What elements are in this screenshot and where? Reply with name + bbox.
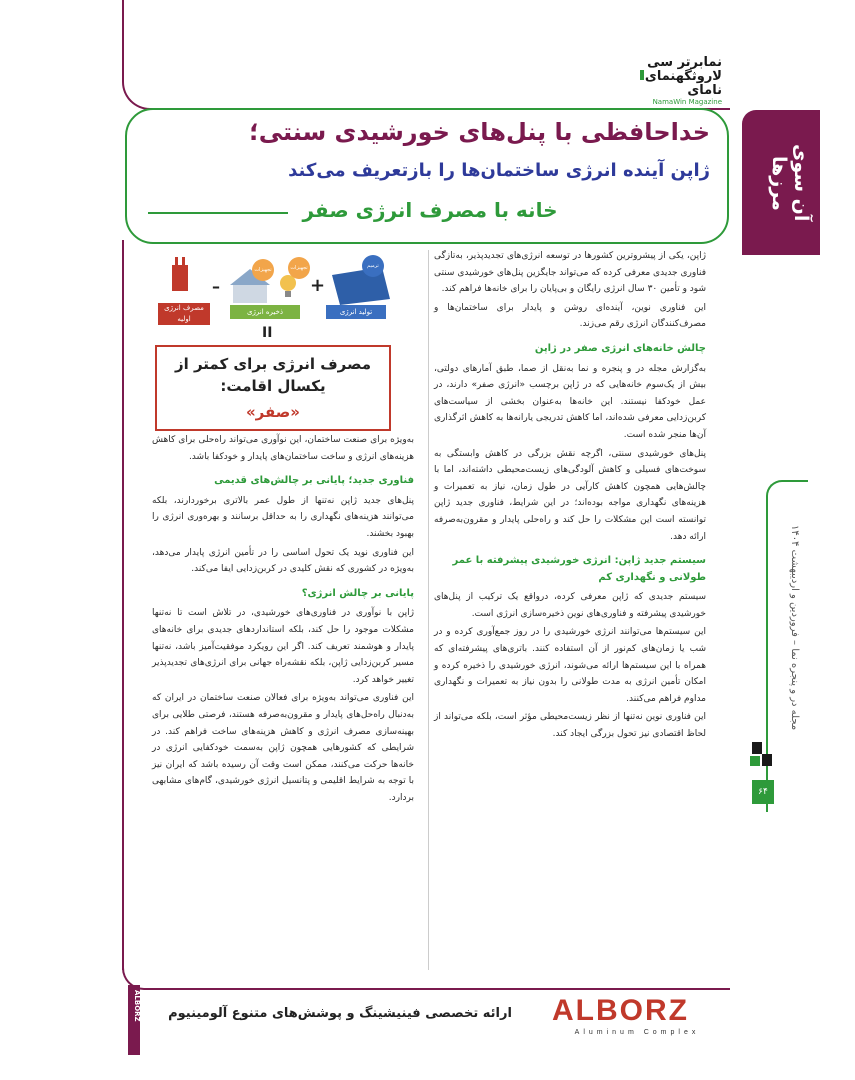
- logo-mark: [640, 70, 644, 80]
- label-storage: ذخیره انرژی: [230, 305, 300, 319]
- paragraph: به‌ویژه برای صنعت ساختمان، این نوآوری می‌تواند راه‌حلی برای کاهش هزینه‌های انرژی و ساخت ساختمان‌های پایدار و خودکفا باشد.: [152, 435, 414, 462]
- diagram-bubble-2: تجهیزات: [288, 257, 310, 279]
- paragraph: این فناوری نوین نه‌تنها از نظر زیست‌محیطی مؤثر است، بلکه می‌تواند از لحاظ اقتصادی نیز تحول بزرگی ایجاد کند.: [434, 712, 706, 740]
- section-heading: چالش خانه‌های انرژی صفر در ژاپن: [534, 342, 706, 354]
- alborz-logo: [552, 995, 722, 1041]
- magazine-issue-label: مجله در و پنجره نما – فروردین و اردیبهشت ۱۴۰۴: [789, 524, 800, 730]
- section-tab-label: آن سوی مرزها: [768, 144, 812, 222]
- paragraph: این فناوری نوین، آینده‌ای روشن و پایدار برای ساختمان‌ها و مصرف‌کنندگان انرژی رقم می‌زند.: [434, 302, 706, 330]
- paragraph: به‌گزارش مجله در و پنجره و نما به‌نقل از صما، طبق آمارهای دولتی، بیش از یک‌سوم خانه‌هایی که در ژاپن برچسب «انرژی صفر» دارند، در عمل خودکفا نیستند. این خانه‌ها به‌عنوان بخشی از سیاست‌های کربن‌زدایی معرفی شده‌اند، اما کاهش تدریجی یارانه‌ها به کاهش اثرگذاری آن‌ها منجر شده است.: [434, 363, 706, 440]
- paragraph: ژاپن، یکی از پیشروترین کشورها در توسعه انرژی‌های تجدیدپذیر، به‌تازگی فناوری جدیدی معرفی کرده که می‌تواند جایگزین پنل‌های خورشیدی سنتی شود و تأمین ۳۰ سال انرژی رایگان و بی‌پایان را برای خانه‌ها فراهم کند.: [434, 251, 706, 295]
- paragraph: این فناوری می‌تواند به‌ویژه برای فعالان صنعت ساختمان در ایران که به‌دنبال راه‌حل‌های پایدار و مقرون‌به‌صرفه هستند، فرصتی طلایی برای بهینه‌سازی مصرف انرژی و کاهش هزینه‌های ساخت فراهم کند. در شرایطی که کشورهایی همچون ژاپن به‌سمت خودکفایی انرژی در خانه‌ها حرکت می‌کنند، ممکن است وقت آن رسیده باشد که ایران نیز با توجه به شرایط اقلیمی و پتانسیل انرژی خورشیدی، گام‌های مشابهی بردارد.: [152, 693, 414, 803]
- info-box-text: [157, 353, 389, 397]
- logo-en-text: NamaWin Magazine: [652, 98, 722, 106]
- column-divider: [428, 250, 429, 970]
- plug-icon: [172, 265, 188, 291]
- info-box: [155, 345, 391, 431]
- diagram-bubble-3: ترمیم: [362, 255, 384, 277]
- window-icon: [748, 740, 776, 770]
- equals-sign: II: [262, 325, 273, 341]
- paragraph: این فناوری نوید یک تحول اساسی را در تأمین انرژی پایدار می‌دهد، به‌ویژه در کشوری که نقش کلیدی در کربن‌زدایی ایفا می‌کند.: [152, 547, 414, 575]
- info-box-line2: یکسال اقامت:: [220, 377, 326, 395]
- top-frame: [122, 0, 730, 110]
- title-tagline: خانه با مصرف انرژی صفر: [302, 198, 558, 222]
- paragraph: این سیستم‌ها می‌توانند انرژی خورشیدی را در روز جمع‌آوری کرده و در شب یا زمان‌های کم‌نور از آن استفاده کنند. باتری‌های پیشرفته‌ای که همراه با این سیستم‌ها ارائه می‌شوند، انرژی خورشیدی را ذخیره کرده و امکان تأمین انرژی به مدت طولانی را بدون نیاز به تعمیرات و نگهداری مداوم فراهم می‌کنند.: [434, 627, 706, 704]
- section-heading: سیستم جدید ژاپن: انرژی خورشیدی پیشرفته با عمر طولانی و نگهداری کم: [452, 555, 706, 583]
- magazine-logo: [640, 55, 722, 106]
- right-column: [434, 248, 706, 964]
- advertisement-text: ارائه تخصصی فینیشینگ و پوشش‌های متنوع آلومینیوم: [168, 1006, 512, 1021]
- title-rule-left: [148, 212, 288, 214]
- section-heading: فناوری جدید؛ پایانی بر چالش‌های قدیمی: [214, 475, 414, 487]
- left-frame: [122, 240, 124, 970]
- headline: خداحافظی با پنل‌های خورشیدی سنتی؛: [249, 118, 710, 146]
- logo-fa-text: نمابرتر سی لاروثگهنمای نامای: [644, 55, 722, 98]
- energy-diagram: [150, 255, 395, 345]
- paragraph: پنل‌های جدید ژاپن نه‌تنها از طول عمر بالاتری برخوردارند، بلکه می‌توانند هزینه‌های نگهداری را به حداقل برسانند و بهره‌وری انرژی را بهبود بخشند.: [152, 495, 414, 539]
- section-heading: پایانی بر چالش انرژی؟: [301, 587, 414, 599]
- info-box-zero: «صفر»: [245, 403, 300, 421]
- plus-sign: +: [310, 275, 326, 296]
- diagram-bubble-1: تجهیزات: [252, 259, 274, 281]
- label-consumption: مصرف انرژی اولیه: [158, 303, 210, 325]
- subheadline: ژاپن آینده انرژی ساختمان‌ها را بازتعریف می‌کند: [288, 160, 710, 181]
- paragraph: پنل‌های خورشیدی سنتی، اگرچه نقش بزرگی در کاهش وابستگی به سوخت‌های فسیلی و کاهش آلودگی‌های زیست‌محیطی داشته‌اند، اما با چالش‌هایی همچون کاهش کارآیی در طول زمان، نیاز به تعمیرات و هزینه‌های نگهداری مواجه بوده‌اند؛ در این شرایط، فناوری جدید ژاپن توانسته است این مشکلات را حل کند و راه‌حلی پایدار و مقرون‌به‌صرفه ارائه دهد.: [434, 448, 706, 542]
- section-tab: [742, 110, 820, 255]
- bottom-frame: [122, 968, 730, 990]
- alborz-brand: ALBORZ: [552, 994, 689, 1027]
- paragraph: سیستم جدیدی که ژاپن معرفی کرده، درواقع یک ترکیب از پنل‌های خورشیدی پیشرفته و فناوری‌های نوین ذخیره‌سازی انرژی است.: [434, 592, 706, 619]
- minus-sign: –: [212, 277, 220, 296]
- alborz-subtitle: Aluminum Complex: [574, 1029, 700, 1036]
- info-box-line1: مصرف انرژی برای کمتر از: [174, 355, 372, 373]
- page-number: ۶۴: [752, 780, 774, 804]
- footer-strip-text: ALBORZ: [133, 990, 141, 1022]
- paragraph: ژاپن با نوآوری در فناوری‌های خورشیدی، در تلاش است تا نه‌تنها مشکلات موجود را حل کند، بلکه استانداردهای جدیدی برای خانه‌های پایدار و هوشمند تعریف کند. اگر این رویکرد موفقیت‌آمیز باشد، نه‌تنها مسیر کربن‌زدایی ژاپن، بلکه نقشه‌راه جهانی برای انرژی‌های تجدیدپذیر تغییر خواهد کرد.: [152, 608, 414, 685]
- left-column: [152, 432, 414, 968]
- label-production: تولید انرژی: [326, 305, 386, 319]
